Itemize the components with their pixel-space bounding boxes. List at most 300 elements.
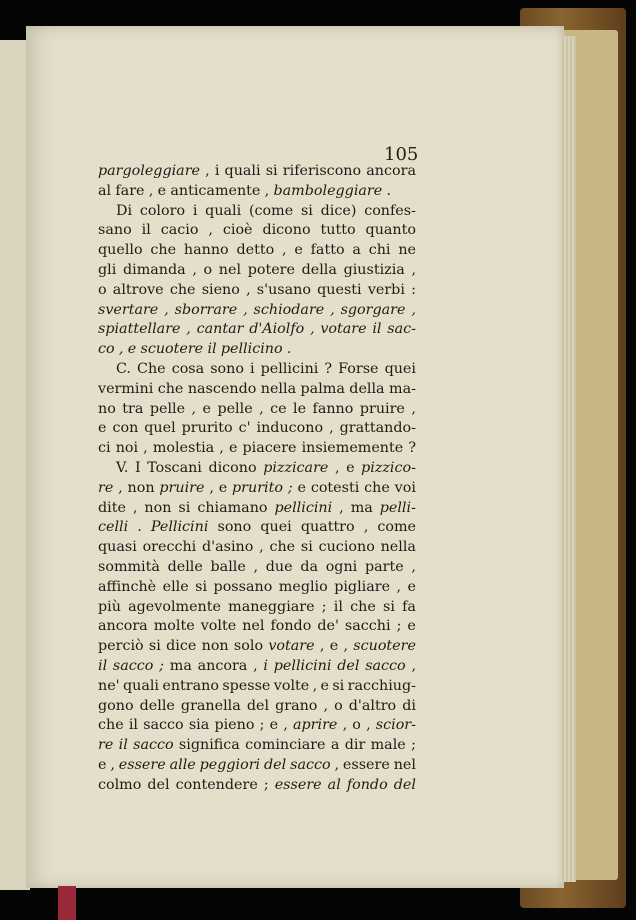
word: pruire: [159, 479, 205, 496]
word: ma: [350, 499, 373, 516]
word: sono: [217, 519, 252, 536]
word: volte: [273, 677, 310, 694]
word: gli: [98, 261, 117, 278]
text-line: [98, 637, 416, 657]
word: ;: [411, 737, 416, 754]
word: elle: [162, 578, 189, 595]
word: dicono: [262, 222, 311, 239]
word: ma-: [389, 380, 416, 397]
word: inducono: [256, 420, 324, 437]
word: .: [386, 182, 392, 199]
word: dice): [320, 202, 357, 219]
word: fondo: [346, 776, 388, 793]
word: che: [150, 242, 177, 259]
word: fare: [115, 182, 145, 199]
word: essere: [274, 776, 322, 793]
word: o: [203, 261, 213, 278]
text-line: [98, 241, 416, 261]
word: cominciare: [245, 737, 326, 754]
word: ,: [411, 261, 416, 278]
word: sacco: [143, 717, 184, 734]
word: ,: [118, 479, 123, 496]
word: insiememente: [301, 440, 404, 457]
word: si: [300, 539, 313, 556]
word: ,: [330, 301, 335, 318]
word: pellicini: [260, 360, 319, 377]
word: agevolmente: [128, 598, 221, 615]
word: con: [112, 420, 139, 437]
word: quei: [384, 360, 416, 377]
word: co: [98, 341, 115, 358]
word: ,: [132, 499, 138, 516]
word: dite: [98, 499, 126, 516]
word: ,: [259, 539, 264, 556]
word: e: [320, 677, 329, 694]
word: i: [263, 657, 268, 674]
word: ,: [411, 657, 416, 674]
word: confes-: [364, 202, 416, 219]
word: Toscani: [147, 459, 202, 476]
word: racchiug-: [347, 677, 416, 694]
word: a: [352, 242, 361, 259]
word: ;: [159, 657, 164, 674]
word: al: [98, 182, 112, 199]
word: o: [352, 717, 361, 734]
word: pellicino: [220, 341, 283, 358]
word: ,: [411, 400, 416, 417]
word: voi: [394, 479, 416, 496]
word: quel: [144, 420, 176, 437]
word: tutto: [320, 222, 356, 239]
word: ,: [282, 242, 287, 259]
word: pargoleggiare: [98, 163, 200, 179]
word: cantar: [196, 321, 244, 338]
text-line: [98, 380, 416, 400]
word: sacco: [365, 657, 406, 674]
word: ancora: [197, 657, 248, 674]
word: ,: [264, 182, 270, 199]
word: nel: [242, 618, 265, 635]
text-line: [98, 182, 416, 202]
word: ,: [253, 558, 259, 575]
text-line: [98, 400, 416, 420]
word: ,: [363, 519, 369, 536]
word: pelli-: [379, 499, 416, 516]
word: sgorgare: [340, 301, 406, 318]
word: ancora: [366, 163, 416, 179]
text-line: [98, 439, 416, 459]
word: molestia: [152, 440, 215, 457]
text-line: [98, 162, 416, 182]
word: volte: [200, 618, 237, 635]
word: meglio: [278, 578, 328, 595]
word: ;: [263, 776, 269, 793]
word: delle: [167, 558, 203, 575]
word: vermini: [98, 380, 154, 397]
word: fatto: [310, 242, 345, 259]
word: sia: [188, 717, 210, 734]
word: e: [329, 638, 339, 655]
word: sacco: [112, 657, 154, 674]
word: .: [137, 519, 142, 536]
word: dimanda: [122, 261, 186, 278]
word: della: [301, 261, 337, 278]
word: Che: [137, 360, 166, 377]
word: significa: [178, 737, 240, 754]
word: si: [148, 638, 161, 655]
word: del: [264, 756, 287, 773]
text-line: [98, 578, 416, 598]
word: o: [334, 697, 343, 714]
text-line: [98, 756, 416, 776]
word: potere: [247, 261, 295, 278]
word: dir: [344, 737, 366, 754]
word: e: [127, 341, 137, 358]
text-line: [98, 221, 416, 241]
word: come: [377, 519, 416, 536]
word: ,: [219, 440, 224, 457]
word: re: [98, 737, 114, 754]
word: scuotere: [140, 341, 204, 358]
text-line: [98, 281, 416, 301]
word: spesse: [222, 677, 271, 694]
word: solo: [233, 638, 264, 655]
word: i: [214, 163, 220, 179]
word: e: [228, 440, 238, 457]
word: scuotere: [353, 638, 416, 655]
word: dice: [166, 638, 197, 655]
word: maneggiare: [228, 598, 315, 615]
word: nel: [393, 756, 416, 773]
word: d'altro: [348, 697, 397, 714]
word: scior-: [375, 717, 416, 734]
word: ,: [411, 301, 416, 318]
word: ne: [398, 242, 416, 259]
word: spiattellare: [98, 321, 181, 338]
word: tra: [122, 400, 144, 417]
word: che: [269, 539, 296, 556]
word: le: [293, 400, 307, 417]
word: anticamente: [170, 182, 261, 199]
text-line: [98, 459, 416, 479]
word: il: [128, 717, 139, 734]
word: quali: [224, 163, 261, 179]
word: ogni: [325, 558, 358, 575]
word: contendere: [175, 776, 258, 793]
word: de': [317, 618, 339, 635]
word: e: [297, 479, 306, 496]
body-text: [98, 162, 416, 796]
word: grattando-: [339, 420, 416, 437]
word: Pellicini: [150, 519, 209, 536]
text-line: [98, 558, 416, 578]
word: votare: [320, 321, 367, 338]
word: e: [346, 459, 355, 476]
word: fanno: [312, 400, 354, 417]
word: essere: [118, 756, 166, 773]
word: ,: [411, 558, 416, 575]
word: ,: [148, 182, 154, 199]
word: ,: [164, 301, 169, 318]
word: sac-: [387, 321, 416, 338]
word: il: [141, 222, 151, 239]
word: al: [327, 776, 341, 793]
word: entrano: [162, 677, 219, 694]
word: gono: [98, 697, 134, 714]
text-line: [98, 499, 416, 519]
word: cotesti: [310, 479, 360, 496]
text-line: [98, 479, 416, 499]
word: i: [250, 360, 255, 377]
word: pigliare: [334, 578, 391, 595]
word: cuciono: [318, 539, 375, 556]
word: ,: [310, 321, 315, 338]
word: nel: [218, 261, 242, 278]
word: chiamano: [197, 499, 268, 516]
text-line: [98, 598, 416, 618]
word: alle: [169, 756, 196, 773]
word: ,: [339, 499, 344, 516]
word: pellicini: [273, 657, 332, 674]
word: orecchi: [142, 539, 197, 556]
word: quello: [98, 242, 143, 259]
word: ,: [191, 400, 197, 417]
word: pelle: [149, 400, 186, 417]
word: ,: [208, 222, 213, 239]
word: si: [195, 578, 208, 595]
word: ,: [342, 717, 348, 734]
word: possano: [213, 578, 273, 595]
text-line: [98, 617, 416, 637]
word: ,: [329, 420, 334, 437]
word: I: [134, 459, 141, 476]
word: balle: [210, 558, 246, 575]
word: non: [127, 479, 155, 496]
word: ?: [408, 440, 416, 457]
word: d'asino: [202, 539, 254, 556]
word: peggiori: [199, 756, 261, 773]
word: il: [118, 737, 128, 754]
text-line: [98, 518, 416, 538]
word: delle: [139, 697, 175, 714]
text-line: [98, 261, 416, 281]
word: granella: [180, 697, 241, 714]
word: cosa: [171, 360, 205, 377]
word: che: [350, 598, 376, 615]
word: si: [332, 677, 345, 694]
word: quali: [205, 202, 242, 219]
word: ne': [98, 677, 120, 694]
word: pruire: [359, 400, 405, 417]
word: grano: [275, 697, 318, 714]
word: ,: [253, 657, 258, 674]
word: il: [333, 598, 343, 615]
word: più: [98, 598, 121, 615]
word: del: [147, 776, 170, 793]
word: pizzico-: [361, 459, 416, 476]
word: da: [300, 558, 318, 575]
text-line: [98, 340, 416, 360]
word: affinchè: [98, 578, 157, 595]
word: i: [192, 202, 198, 219]
word: re: [98, 479, 114, 496]
word: ci: [98, 440, 111, 457]
word: nascendo: [187, 380, 257, 397]
word: ;: [321, 598, 327, 615]
word: d'Aiolfo: [249, 321, 305, 338]
word: si: [383, 598, 395, 615]
word: C.: [116, 360, 131, 377]
word: pelle: [217, 400, 253, 417]
word: noi: [115, 440, 139, 457]
word: ,: [243, 301, 248, 318]
word: s'usano: [256, 281, 311, 298]
word: palma: [300, 380, 345, 397]
word: ,: [343, 638, 348, 655]
word: Forse: [338, 360, 379, 377]
word: pizzicare: [263, 459, 329, 476]
word: si: [178, 499, 191, 516]
word: ,: [205, 163, 210, 179]
word: no: [98, 400, 116, 417]
word: schiodare: [253, 301, 325, 318]
word: chi: [368, 242, 391, 259]
word: questi: [317, 281, 362, 298]
word: pellicini: [274, 499, 333, 516]
word: perciò: [98, 638, 144, 655]
word: celli: [98, 519, 129, 536]
word: e: [98, 420, 107, 437]
word: cacio: [160, 222, 199, 239]
text-line: [98, 657, 416, 677]
word: e: [294, 242, 303, 259]
word: del: [337, 657, 360, 674]
text-line: [98, 202, 416, 222]
word: bamboleggiare: [273, 182, 383, 199]
word: sommità: [98, 558, 160, 575]
word: ,: [186, 321, 191, 338]
word: sacchi: [344, 618, 391, 635]
word: quali: [122, 677, 159, 694]
word: prurito: [232, 479, 283, 496]
word: sborrare: [174, 301, 238, 318]
word: nella: [380, 539, 416, 556]
word: giustizia: [343, 261, 405, 278]
text-line: [98, 538, 416, 558]
word: .: [286, 341, 292, 358]
word: ,: [319, 638, 325, 655]
word: della: [349, 380, 385, 397]
text-line: [98, 360, 416, 380]
word: non: [144, 499, 172, 516]
word: ;: [287, 479, 293, 496]
word: pieno: [214, 717, 255, 734]
word: che: [364, 479, 390, 496]
word: a: [330, 737, 340, 754]
word: sacco: [133, 737, 174, 754]
word: ,: [192, 261, 197, 278]
word: molte: [153, 618, 195, 635]
word: ma: [169, 657, 192, 674]
text-line: [98, 776, 416, 796]
word: il: [98, 657, 108, 674]
word: che: [98, 717, 124, 734]
word: di: [402, 697, 416, 714]
word: ,: [118, 341, 124, 358]
word: e: [202, 400, 211, 417]
word: prurito: [181, 420, 233, 437]
bookmark-ribbon: [58, 886, 76, 920]
word: :: [411, 281, 416, 298]
word: ,: [143, 440, 148, 457]
word: quei: [260, 519, 292, 536]
word: ,: [323, 697, 329, 714]
word: si: [265, 163, 278, 179]
word: che: [169, 281, 196, 298]
text-line: [98, 419, 416, 439]
word: hanno: [183, 242, 229, 259]
word: cioè: [222, 222, 253, 239]
text-line: [98, 320, 416, 340]
word: sono: [210, 360, 244, 377]
word: sieno: [201, 281, 240, 298]
word: si: [300, 202, 313, 219]
word: il: [207, 341, 217, 358]
text-line: [98, 716, 416, 736]
word: coloro: [139, 202, 186, 219]
word: che: [157, 380, 184, 397]
word: del: [393, 776, 416, 793]
word: fondo: [270, 618, 312, 635]
word: piacere: [242, 440, 297, 457]
word: sacco: [290, 756, 331, 773]
word: fa: [402, 598, 416, 615]
word: quasi: [98, 539, 137, 556]
word: ce: [270, 400, 287, 417]
word: ?: [324, 360, 333, 377]
word: (come: [248, 202, 294, 219]
word: votare: [268, 638, 315, 655]
word: e: [407, 618, 416, 635]
word: non: [201, 638, 229, 655]
word: altrove: [112, 281, 164, 298]
word: colmo: [98, 776, 142, 793]
text-line: [98, 301, 416, 321]
word: c': [238, 420, 251, 437]
word: quattro: [300, 519, 355, 536]
word: del: [246, 697, 270, 714]
word: verbi: [367, 281, 405, 298]
word: ancora: [98, 618, 148, 635]
page-stack-edges: [560, 36, 576, 882]
word: ,: [283, 717, 288, 734]
word: riferiscono: [282, 163, 362, 179]
word: ,: [209, 479, 214, 496]
word: aprire: [293, 717, 338, 734]
word: V.: [116, 459, 129, 476]
word: detto: [236, 242, 275, 259]
word: parte: [364, 558, 404, 575]
word: ,: [334, 459, 340, 476]
word: e: [218, 479, 228, 496]
text-line: [98, 677, 416, 697]
word: due: [265, 558, 293, 575]
word: ;: [259, 717, 265, 734]
word: male: [370, 737, 406, 754]
word: o: [98, 281, 107, 298]
word: ,: [246, 281, 251, 298]
text-line: [98, 697, 416, 717]
